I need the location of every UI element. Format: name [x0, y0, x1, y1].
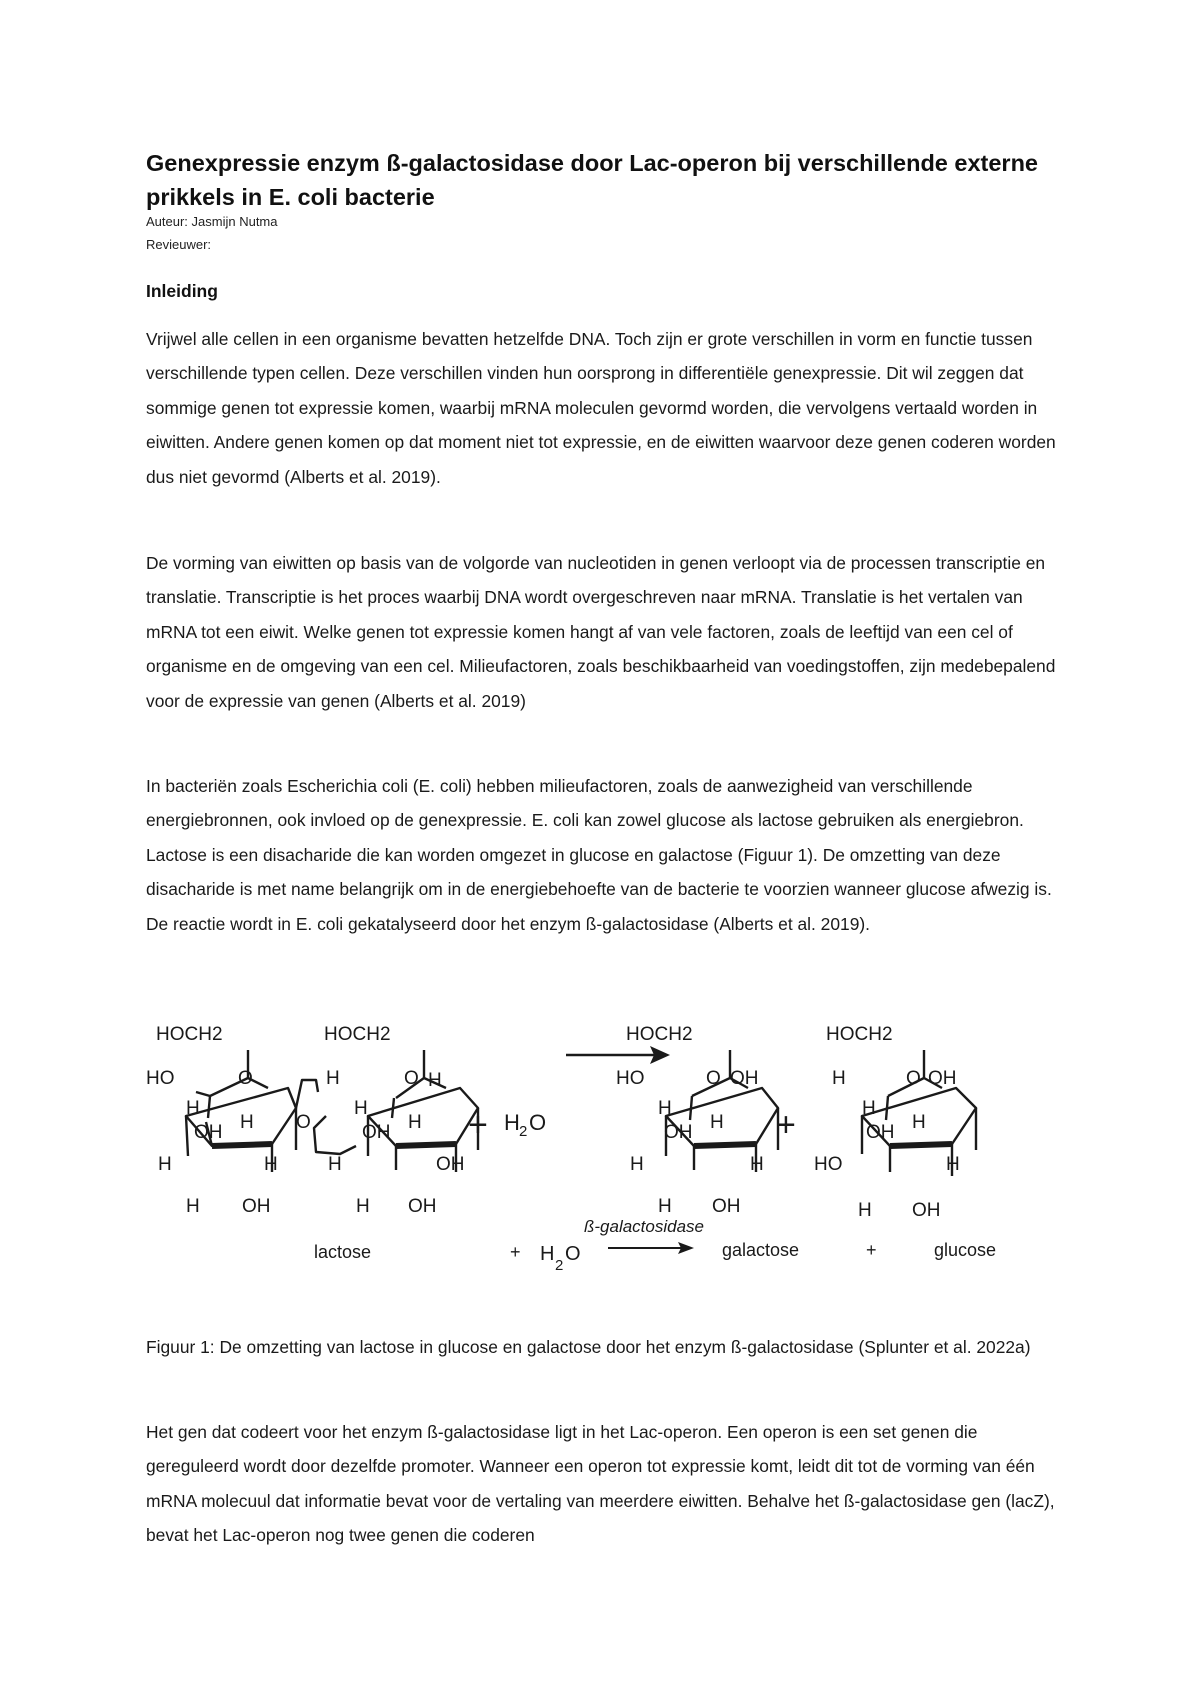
- svg-text:OH: OH: [730, 1068, 759, 1089]
- svg-text:H: H: [946, 1154, 960, 1175]
- svg-text:OH: OH: [408, 1196, 437, 1217]
- galactose-label: galactose: [722, 1240, 800, 1260]
- svg-text:HO: HO: [616, 1068, 645, 1089]
- reaction-diagram: [146, 1020, 1066, 1310]
- caption-row: [314, 1217, 996, 1274]
- svg-text:OH: OH: [194, 1122, 223, 1143]
- svg-text:H: H: [158, 1154, 172, 1175]
- svg-text:HOCH2: HOCH2: [826, 1024, 893, 1045]
- svg-text:O: O: [565, 1243, 581, 1265]
- figure-caption: Figuur 1: De omzetting van lactose in glucose en galactose door het enzym ß-galactosidase (Splunter et al. 2022a): [146, 1337, 1031, 1357]
- svg-text:2: 2: [519, 1123, 528, 1140]
- svg-text:H: H: [858, 1200, 872, 1221]
- svg-text:O: O: [529, 1110, 547, 1135]
- svg-text:H: H: [710, 1112, 724, 1133]
- svg-text:H: H: [356, 1196, 370, 1217]
- svg-text:HO: HO: [814, 1154, 843, 1175]
- svg-text:H: H: [428, 1070, 442, 1091]
- svg-text:H: H: [186, 1196, 200, 1217]
- svg-text:H: H: [630, 1154, 644, 1175]
- svg-text:+: +: [866, 1240, 877, 1260]
- paragraph-3: In bacteriën zoals Escherichia coli (E. coli) hebben milieufactoren, zoals de aanwezigheid van verschillende energiebronnen, ook invloed op de genexpressie. E. coli kan zowel glucose als lactose gebruiken als energiebron. Lactose is een disacharide die kan worden omgezet in glucose en galactose (Figuur 1). De omzetting van deze disacharide is met name belangrijk om in de energiebehoefte van de bacterie te voorzien wanneer glucose afwezig is. De reactie wordt in E. coli gekatalyseerd door het enzym ß-galactosidase (Alberts et al. 2019).: [146, 776, 1052, 934]
- svg-text:+: +: [510, 1242, 521, 1262]
- section-heading: Inleiding: [146, 281, 218, 301]
- svg-text:H: H: [354, 1098, 368, 1119]
- svg-text:OH: OH: [664, 1122, 693, 1143]
- svg-text:H: H: [240, 1112, 254, 1133]
- svg-text:H: H: [750, 1154, 764, 1175]
- svg-text:OH: OH: [928, 1068, 957, 1089]
- svg-text:HOCH2: HOCH2: [626, 1024, 693, 1045]
- svg-text:HOCH2: HOCH2: [324, 1024, 391, 1045]
- svg-text:H: H: [832, 1068, 846, 1089]
- enzyme-label: ß-galactosidase: [584, 1217, 705, 1236]
- svg-text:H: H: [264, 1154, 278, 1175]
- svg-text:H: H: [540, 1243, 555, 1265]
- svg-text:H: H: [328, 1154, 342, 1175]
- svg-text:OH: OH: [436, 1154, 465, 1175]
- hoch2-label: HOCH2: [156, 1024, 223, 1045]
- svg-text:H: H: [408, 1112, 422, 1133]
- svg-text:H: H: [658, 1098, 672, 1119]
- lactose-hydrolysis-figure: [146, 1020, 1066, 1310]
- atom-labels: [146, 1024, 960, 1221]
- svg-text:OH: OH: [912, 1200, 941, 1221]
- svg-text:+: +: [468, 1106, 488, 1144]
- svg-text:H: H: [658, 1196, 672, 1217]
- document-title: Genexpressie enzym ß-galactosidase door Lac-operon bij verschillende externe prikkels in E. coli bacterie: [146, 150, 1039, 210]
- svg-text:H: H: [862, 1098, 876, 1119]
- svg-text:O: O: [238, 1068, 253, 1089]
- svg-text:H: H: [504, 1110, 520, 1135]
- reviewer-line: Revieuwer:: [146, 237, 212, 252]
- author-line: Auteur: Jasmijn Nutma: [146, 214, 278, 229]
- paragraph-4: Het gen dat codeert voor het enzym ß-galactosidase ligt in het Lac-operon. Een operon is een set genen die gereguleerd wordt door dezelfde promoter. Wanneer een operon tot expressie komt, leidt dit tot de vorming van één mRNA molecuul dat informatie bevat voor de vertaling van meerdere eiwitten. Behalve het ß-galactosidase gen (lacZ), bevat het Lac-operon nog twee genen die coderen: [146, 1422, 1055, 1546]
- svg-text:OH: OH: [866, 1122, 895, 1143]
- lactose-label: lactose: [314, 1242, 372, 1262]
- svg-text:O: O: [906, 1068, 921, 1089]
- paragraph-1: Vrijwel alle cellen in een organisme bevatten hetzelfde DNA. Toch zijn er grote verschillen in vorm en functie tussen verschillende typen cellen. Deze verschillen vinden hun oorsprong in differentiële genexpressie. Dit wil zeggen dat sommige genen tot expressie komen, waarbij mRNA moleculen gevormd worden, die vervolgens vertaald worden in eiwitten. Andere genen komen op dat moment niet tot expressie, en de eiwitten waarvoor deze genen coderen worden dus niet gevormd (Alberts et al. 2019).: [146, 329, 1056, 487]
- svg-text:H: H: [326, 1068, 340, 1089]
- svg-text:O: O: [706, 1068, 721, 1089]
- svg-text:O: O: [296, 1112, 311, 1133]
- glucose-label: glucose: [934, 1240, 997, 1260]
- svg-text:OH: OH: [712, 1196, 741, 1217]
- svg-text:OH: OH: [362, 1122, 391, 1143]
- paragraph-2: De vorming van eiwitten op basis van de volgorde van nucleotiden in genen verloopt via de processen transcriptie en translatie. Transcriptie is het proces waarbij DNA wordt overgeschreven naar mRNA. Translatie is het vertalen van mRNA tot een eiwit. Welke genen tot expressie komen hangt af van vele factoren, zoals de leeftijd van een cel of organisme en de omgeving van een cel. Milieufactoren, zoals beschikbaarheid van voedingstoffen, zijn medebepalend voor de expressie van genen (Alberts et al. 2019): [146, 553, 1056, 711]
- svg-text:H: H: [912, 1112, 926, 1133]
- svg-text:H: H: [186, 1098, 200, 1119]
- svg-text:+: +: [776, 1106, 796, 1144]
- svg-text:OH: OH: [242, 1196, 271, 1217]
- svg-text:O: O: [404, 1068, 419, 1089]
- svg-text:HO: HO: [146, 1068, 175, 1089]
- svg-text:2: 2: [555, 1257, 564, 1274]
